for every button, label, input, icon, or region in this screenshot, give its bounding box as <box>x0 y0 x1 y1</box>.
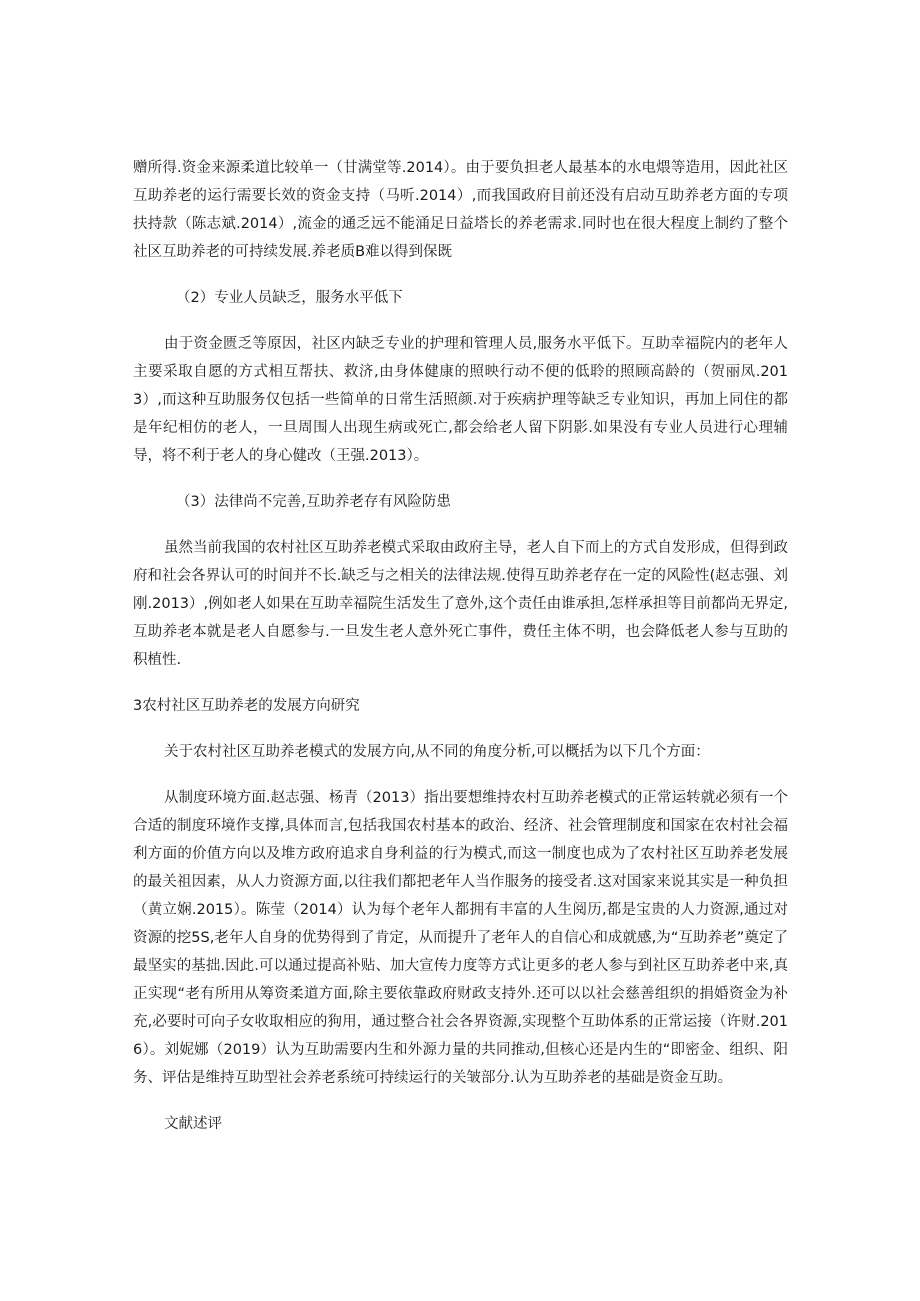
document-body <box>133 154 788 1138</box>
heading-staff-shortage: （2）专业人员缺乏，服务水平低下 <box>176 290 403 306</box>
spacer <box>133 766 788 784</box>
paragraph-legal-risk: 虽然当前我国的农村社区互助养老模式采取由政府主导，老人自下而上的方式自发形成，但得到政府和社会各界认可的时间并不长.缺乏与之相关的法律法规.使得互助养老存在一定的风险性(赵志强、刘刚.2013）,例如老人如果在互助幸福院生活发生了意外,这个责任由谁承担,怎样承担等目前都尚无界定,互助养老本就是老人自愿参与.一旦发生老人意外死亡事件，费任主体不明，也会降低老人参与互助的积植性. <box>133 540 788 668</box>
spacer <box>133 312 788 330</box>
paragraph-direction-details: 从制度环境方面.赵志强、杨青（2013）指出要想维持农村互助养老模式的正常运转就必须有一个合适的制度环境作支撑,具体而言,包括我国农村基本的政治、经济、社会管理制度和国家在农村社会福利方面的价值方向以及堆方政府追求自身利益的行为模式,而这一制度也成为了农村社区互助养老发展的最关祖因素，从人力资源方面,以往我们都把老年人当作服务的接受者.这对国家来说其实是一种负担（黄立娴.2015）。陈莹（2014）认为每个老年人都拥有丰富的人生阅历,都是宝贵的人力资源,通过对资源的挖5S,老年人自身的优势得到了肯定，从而提升了老年人的自信心和成就感,为“互助养老”奠定了最坚实的基拙.因此.可以通过提高补贴、加大宣传力度等方式让更多的老人参与到社区互助养老中来,真正实现“老有所用从筹资柔道方面,除主要依靠政府财政支持外.还可以以社会慈善组织的捐婚资金为补充,必要时可向子女收取相应的狗用，通过整合社会各界资源,实现整个互助体系的正常运接（许财.2016）。刘妮娜（2019）认为互助需要内生和外源力量的共同推动,但核心还是内生的“即密金、组织、阳务、评估是维持互助型社会养老系统可持续运行的关皱部分.认为互助养老的基础是资金互助。 <box>133 790 788 1086</box>
spacer <box>133 720 788 738</box>
heading-development-direction: 3农村社区互助养老的发展方向研究 <box>133 698 360 714</box>
spacer <box>133 516 788 534</box>
paragraph-funding-shortage: 赠所得.资金来源柔道比较单一（甘满堂等.2014）。由于要负担老人最基本的水电煨等造用，因此社区互助养老的运行需要长效的资金支持（马听.2014）,而我国政府目前还没有启动互助养老方面的专项扶持款（陈志斌.2014）,流金的通乏远不能涌足日益塔长的养老需求.同时也在很大程度上制约了整个社区互助养老的可持续发展.养老质B难以得到保既 <box>133 160 788 260</box>
spacer <box>133 1092 788 1110</box>
heading-literature-review: 文献述评 <box>164 1116 222 1132</box>
paragraph-direction-intro: 关于农村社区互助养老模式的发展方向,从不同的角度分析,可以概括为以下几个方面： <box>164 744 710 760</box>
paragraph-staff-shortage: 由于资金匮乏等原因，社区内缺乏专业的护理和管理人员,服务水平低下。互助幸福院内的老年人主要采取自愿的方式相互帮扶、救济,由身体健康的照映行动不便的低聆的照顾高龄的（贺丽凤.2013）,而这种互助服务仅包括一些简单的日常生活照颜.对于疾病护理等缺乏专业知识，再加上同住的都是年纪相仿的老人，一旦周围人出现生病或死亡,都会给老人留下阴影.如果没有专业人员进行心理辅导，将不利于老人的身心健改（王强.2013）。 <box>133 336 788 464</box>
spacer <box>133 266 788 284</box>
heading-legal-risk: （3）法律尚不完善,互助养老存有风险防患 <box>176 494 451 510</box>
spacer <box>133 674 788 692</box>
spacer <box>133 470 788 488</box>
